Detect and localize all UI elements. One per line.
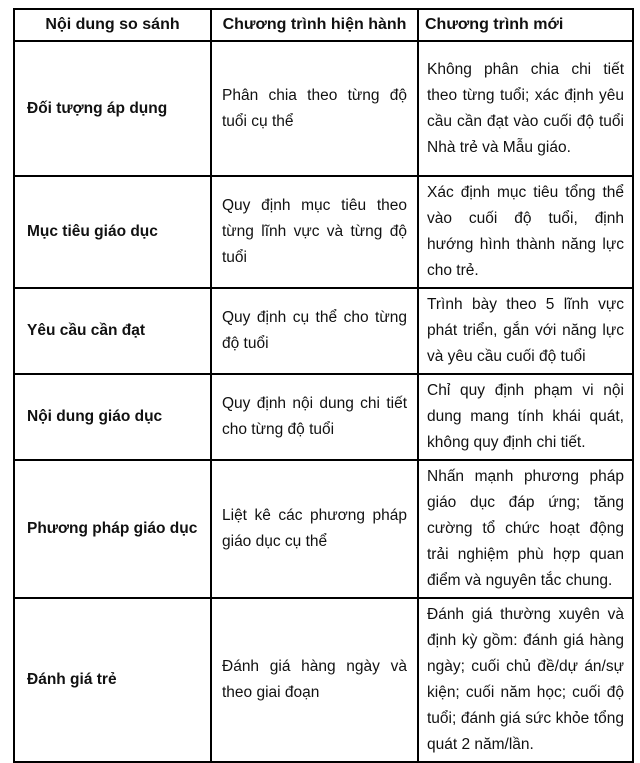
row-label: Phương pháp giáo dục bbox=[14, 460, 211, 598]
row-label: Yêu cầu cần đạt bbox=[14, 288, 211, 374]
cell-current-program: Đánh giá hàng ngày và theo giai đoạn bbox=[211, 598, 418, 762]
table-row bbox=[14, 41, 633, 176]
curriculum-comparison-table bbox=[13, 8, 634, 763]
header-current-program: Chương trình hiện hành bbox=[211, 9, 418, 41]
row-label: Mục tiêu giáo dục bbox=[14, 176, 211, 288]
cell-new-program: Đánh giá thường xuyên và định kỳ gồm: đánh giá hàng ngày; cuối chủ đề/dự án/sự kiện; cuối năm học; cuối độ tuổi; đánh giá sức khỏe tổng quát 2 năm/lần. bbox=[418, 598, 633, 762]
table-row bbox=[14, 288, 633, 374]
cell-current-program: Quy định cụ thể cho từng độ tuổi bbox=[211, 288, 418, 374]
cell-new-program: Xác định mục tiêu tổng thể vào cuối độ tuổi, định hướng hình thành năng lực cho trẻ. bbox=[418, 176, 633, 288]
cell-new-program: Trình bày theo 5 lĩnh vực phát triển, gắn với năng lực và yêu cầu cuối độ tuổi bbox=[418, 288, 633, 374]
row-label: Nội dung giáo dục bbox=[14, 374, 211, 460]
cell-new-program: Không phân chia chi tiết theo từng tuổi; xác định yêu cầu cần đạt vào cuối độ tuổi Nhà trẻ và Mẫu giáo. bbox=[418, 41, 633, 176]
cell-new-program: Nhấn mạnh phương pháp giáo dục đáp ứng; tăng cường tổ chức hoạt động trải nghiệm phù hợp quan điểm và nguyên tắc chung. bbox=[418, 460, 633, 598]
header-comparison-content: Nội dung so sánh bbox=[14, 9, 211, 41]
table-row bbox=[14, 176, 633, 288]
table-row bbox=[14, 598, 633, 762]
table-row bbox=[14, 460, 633, 598]
cell-current-program: Quy định nội dung chi tiết cho từng độ tuổi bbox=[211, 374, 418, 460]
cell-current-program: Quy định mục tiêu theo từng lĩnh vực và từng độ tuổi bbox=[211, 176, 418, 288]
table-header-row bbox=[14, 9, 633, 41]
cell-current-program: Liệt kê các phương pháp giáo dục cụ thể bbox=[211, 460, 418, 598]
cell-current-program: Phân chia theo từng độ tuổi cụ thể bbox=[211, 41, 418, 176]
row-label: Đối tượng áp dụng bbox=[14, 41, 211, 176]
header-new-program: Chương trình mới bbox=[418, 9, 633, 41]
row-label: Đánh giá trẻ bbox=[14, 598, 211, 762]
table-row bbox=[14, 374, 633, 460]
cell-new-program: Chỉ quy định phạm vi nội dung mang tính khái quát, không quy định chi tiết. bbox=[418, 374, 633, 460]
